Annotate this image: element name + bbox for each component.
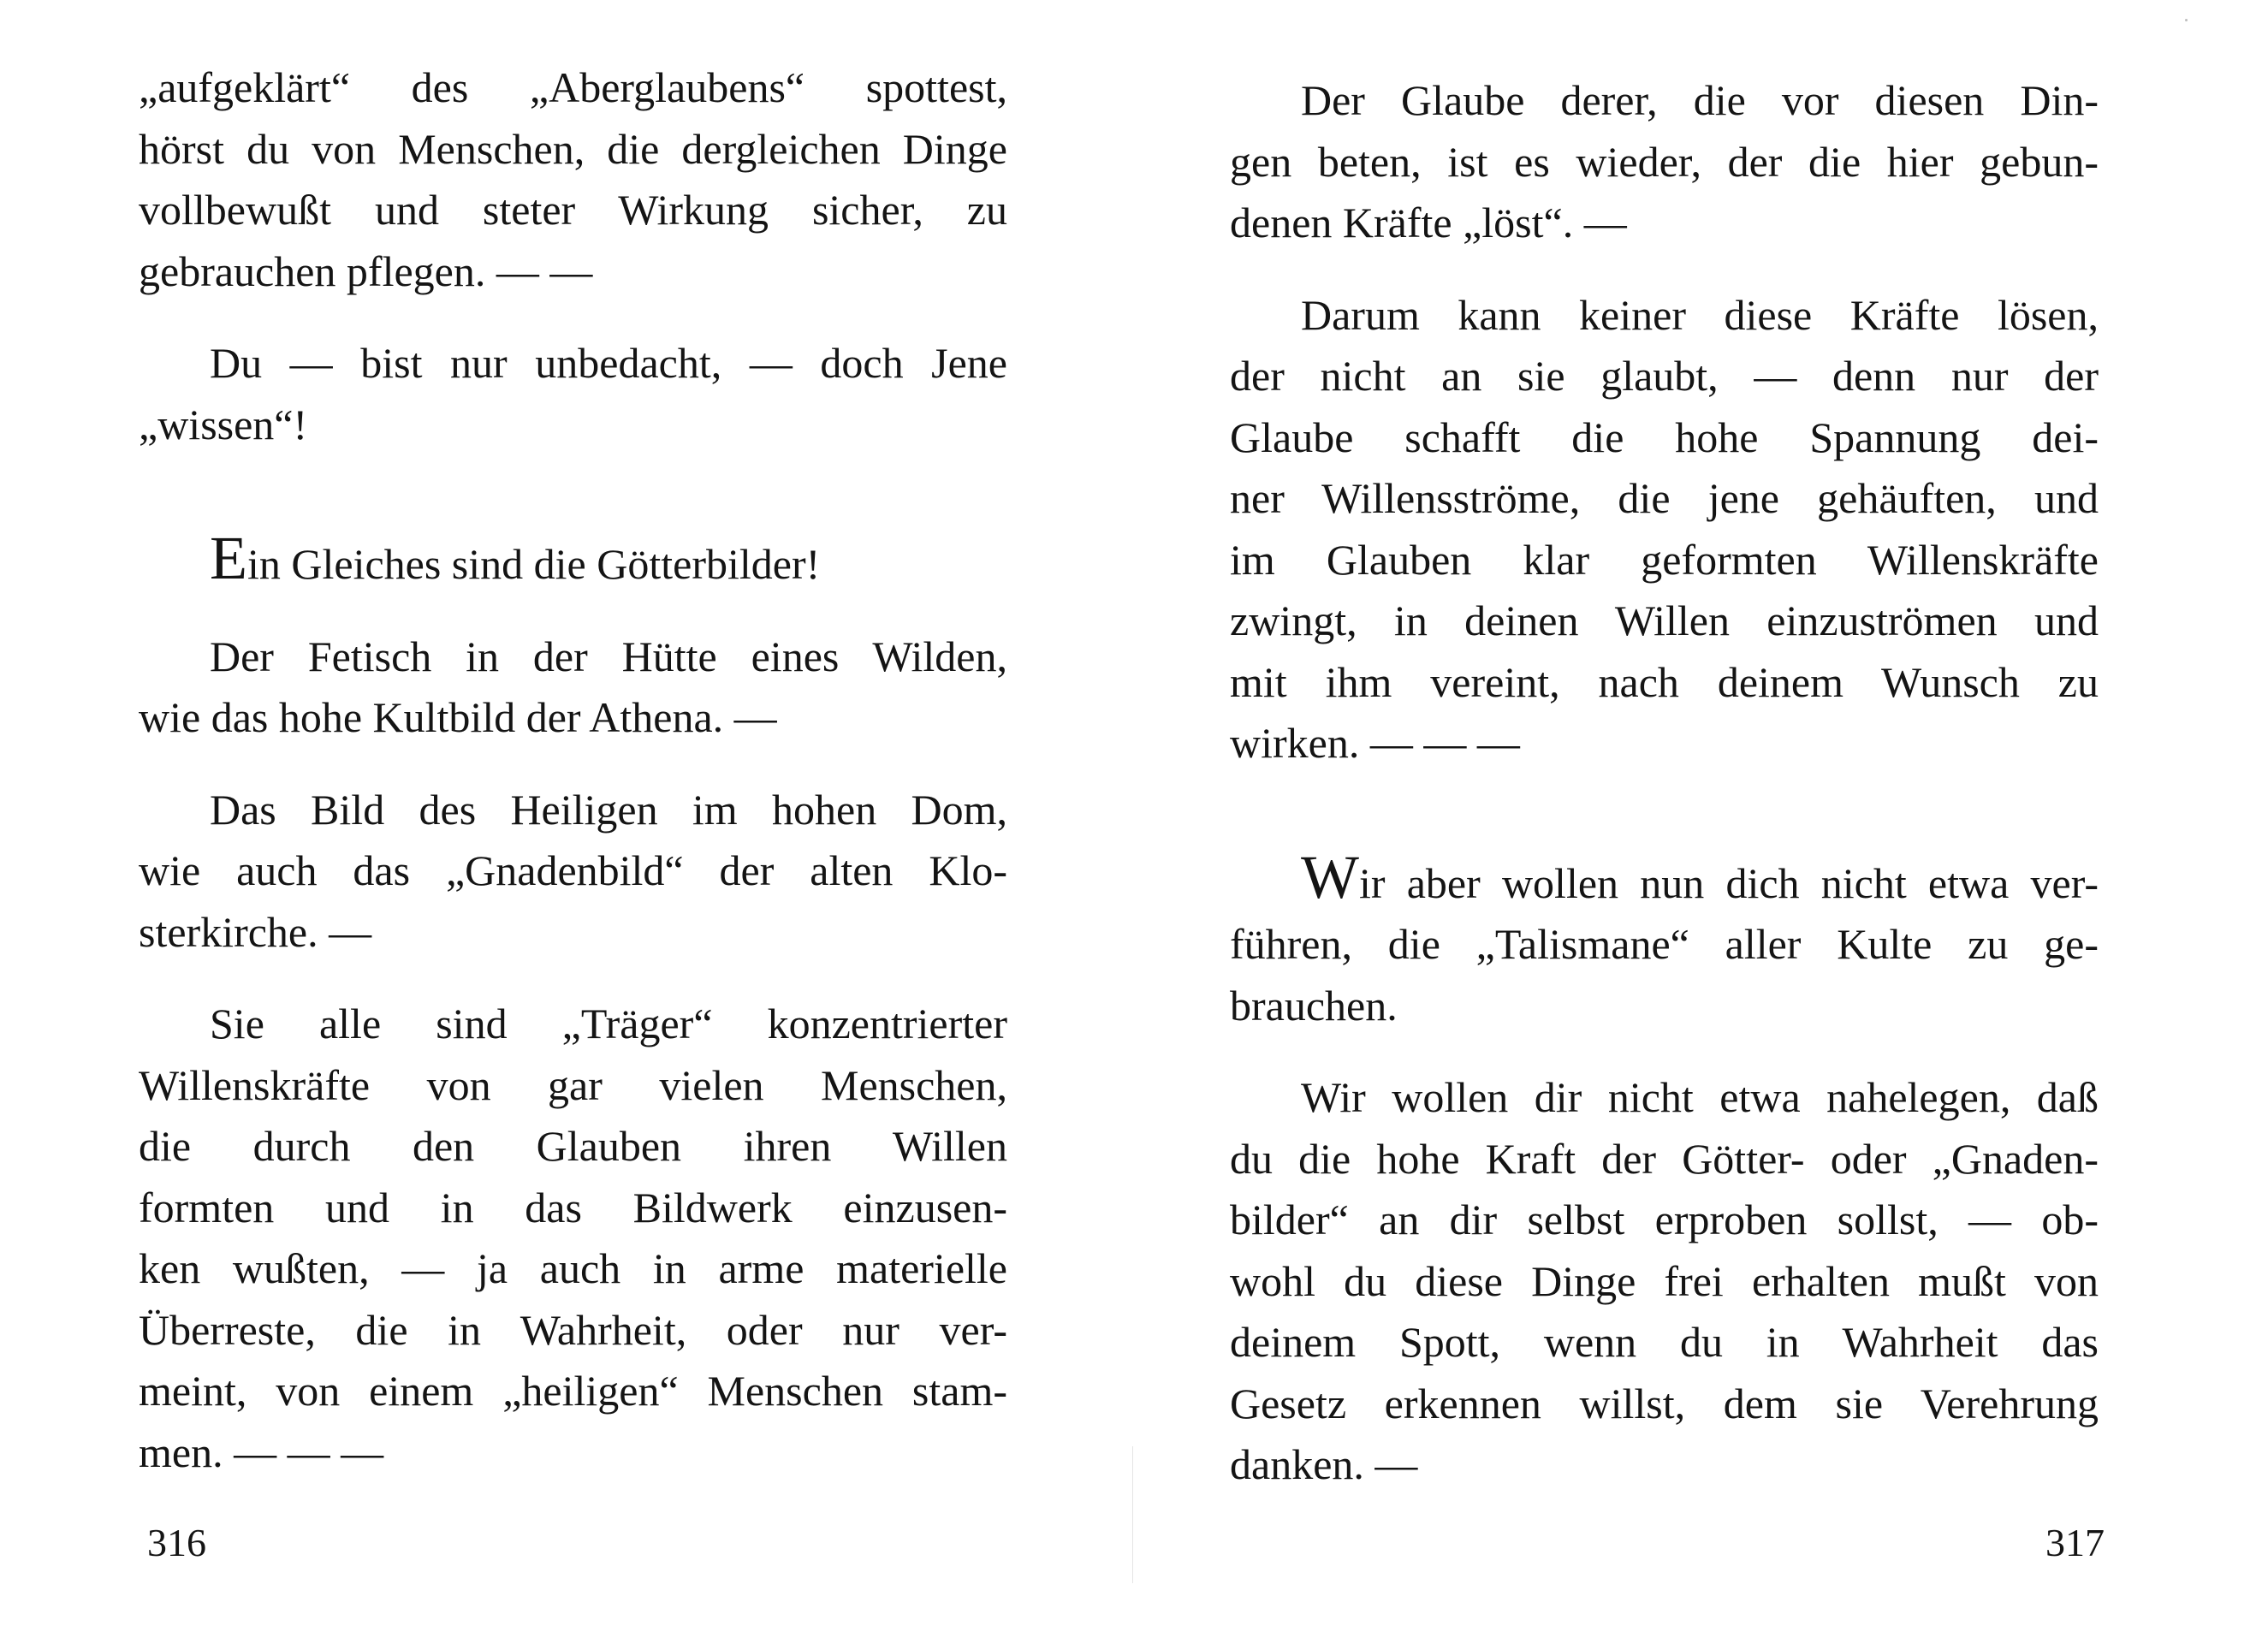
section-initial: E <box>210 524 247 592</box>
text-line: Wir wollen dir nicht etwa nahelegen, daß <box>1301 1073 2099 1121</box>
text-line: du die hohe Kraft der Götter- oder „Gnaden- <box>1230 1134 2099 1183</box>
text-line: vollbewußt und steter Wirkung sicher, zu <box>139 186 1007 234</box>
text-line: sterkirche. — <box>139 907 372 956</box>
text-line: bilder“ an dir selbst erproben sollst, — ob- <box>1230 1196 2099 1243</box>
text-line: gebrauchen pflegen. — — <box>139 246 593 295</box>
page-number-left: 316 <box>147 1521 206 1564</box>
paper-speck <box>2185 19 2188 21</box>
text-line: danken. — <box>1230 1440 1418 1488</box>
section-heading-line <box>1230 842 2099 915</box>
right-page <box>1134 0 2268 1626</box>
section-initial: W <box>1301 842 1359 911</box>
text-line: wie das hohe Kultbild der Athena. — <box>139 693 777 741</box>
text-line: Überreste, die in Wahrheit, oder nur ver- <box>139 1305 1007 1354</box>
text-line: Willenskräfte von gar vielen Menschen, <box>139 1060 1007 1109</box>
text-line: Darum kann keiner diese Kräfte lösen, <box>1301 290 2099 339</box>
text-line: gen beten, ist es wieder, der die hier gebun- <box>1230 137 2099 186</box>
text-line: Das Bild des Heiligen im hohen Dom, <box>210 785 1007 834</box>
text-line: „wissen“! <box>139 400 308 448</box>
text-line: im Glauben klar geformten Willenskräfte <box>1230 535 2099 584</box>
text-line: Der Glaube derer, die vor diesen Din- <box>1301 76 2099 124</box>
text-line: ken wußten, — ja auch in arme materielle <box>139 1244 1007 1292</box>
section-heading-text: ir aber wollen nun dich nicht etwa ver- <box>1358 858 2099 907</box>
left-text-column <box>139 57 1007 1483</box>
text-line: wirken. — — — <box>1230 719 1520 767</box>
text-line: Sie alle sind „Träger“ konzentrierter <box>210 1000 1007 1047</box>
text-line: meint, von einem „heiligen“ Menschen stam- <box>139 1367 1007 1415</box>
text-line: wie auch das „Gnadenbild“ der alten Klo- <box>139 846 1007 894</box>
text-line: wohl du diese Dinge frei erhalten mußt von <box>1230 1256 2099 1305</box>
text-line: brauchen. <box>1230 981 1398 1030</box>
text-line: deinem Spott, wenn du in Wahrheit das <box>1230 1318 2099 1366</box>
text-line: Du — bist nur unbedacht, — doch Jene <box>210 339 1007 387</box>
text-line: zwingt, in deinen Willen einzuströmen und <box>1230 596 2099 644</box>
text-line: denen Kräfte „löst“. — <box>1230 199 1627 246</box>
text-line: Der Fetisch in der Hütte eines Wilden, <box>210 632 1007 680</box>
text-line: „aufgeklärt“ des „Aberglaubens“ spottest, <box>139 63 1007 111</box>
text-line: die durch den Glauben ihren Willen <box>139 1122 1007 1170</box>
text-line: men. — — — <box>139 1427 384 1476</box>
text-line: formten und in das Bildwerk einzusen- <box>139 1183 1007 1231</box>
text-line: führen, die „Talismane“ aller Kulte zu ge- <box>1230 920 2099 968</box>
text-line: der nicht an sie glaubt, — denn nur der <box>1230 352 2099 400</box>
gutter-shadow <box>1132 1446 1133 1583</box>
right-text-column <box>1230 70 2099 1496</box>
section-heading-text: in Gleiches sind die Götterbilder! <box>246 540 821 588</box>
page-number-right: 317 <box>2045 1521 2105 1564</box>
section-heading-line <box>139 524 1007 596</box>
text-line: mit ihm vereint, nach deinem Wunsch zu <box>1230 657 2099 706</box>
text-line: hörst du von Menschen, die dergleichen Dinge <box>139 124 1007 173</box>
text-line: Gesetz erkennen willst, dem sie Verehrung <box>1230 1379 2099 1427</box>
text-line: Glaube schafft die hohe Spannung dei- <box>1230 412 2099 461</box>
text-line: ner Willensströme, die jene gehäuften, und <box>1230 474 2099 522</box>
